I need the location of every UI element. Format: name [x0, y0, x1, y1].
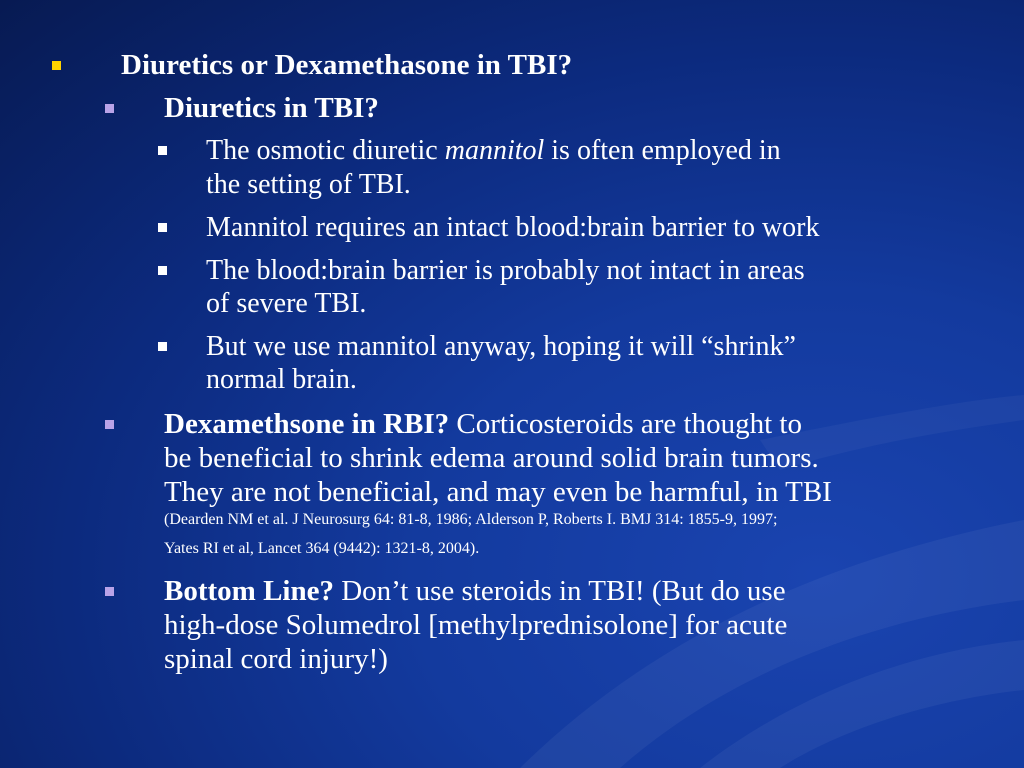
diuretics-item-1-line-1: The osmotic diuretic mannitol is often employed in — [206, 135, 781, 166]
diuretics-item-3-line-2: of severe TBI. — [206, 288, 367, 319]
square-bullet-icon — [105, 420, 114, 429]
bottom-line-line-3: spinal cord injury!) — [164, 643, 388, 675]
square-bullet-icon — [158, 342, 167, 351]
main-bullet-title: Diuretics or Dexamethasone in TBI? — [121, 49, 573, 81]
diuretics-heading: Diuretics in TBI? — [164, 92, 379, 124]
diuretics-item-4-line-2: normal brain. — [206, 364, 357, 395]
dexamethasone-line-3: They are not beneficial, and may even be harmful, in TBI — [164, 476, 832, 508]
diuretics-item-4-line-1: But we use mannitol anyway, hoping it will “shrink” — [206, 331, 796, 362]
bottom-line-line-1: Bottom Line? Don’t use steroids in TBI! (But do use — [164, 575, 786, 607]
dexamethasone-reference-line-2: Yates RI et al, Lancet 364 (9442): 1321-8, 2004). — [164, 540, 480, 557]
diuretics-item-2-line-1: Mannitol requires an intact blood:brain barrier to work — [206, 212, 820, 243]
dexamethasone-reference-line-1: (Dearden NM et al. J Neurosurg 64: 81-8, 1986; Alderson P, Roberts I. BMJ 314: 1855-9, 1997; — [164, 511, 778, 528]
dexamethasone-line-1: Dexamethsone in RBI? Corticosteroids are thought to — [164, 408, 802, 440]
square-bullet-icon — [105, 587, 114, 596]
diuretics-item-3-line-1: The blood:brain barrier is probably not intact in areas — [206, 255, 805, 286]
square-bullet-icon — [105, 104, 114, 113]
dexamethasone-line-2: be beneficial to shrink edema around solid brain tumors. — [164, 442, 819, 474]
square-bullet-icon — [158, 223, 167, 232]
square-bullet-icon — [158, 266, 167, 275]
diuretics-item-1-line-2: the setting of TBI. — [206, 169, 411, 200]
square-bullet-icon — [158, 146, 167, 155]
square-bullet-icon — [52, 61, 61, 70]
bottom-line-line-2: high-dose Solumedrol [methylprednisolone] for acute — [164, 609, 788, 641]
